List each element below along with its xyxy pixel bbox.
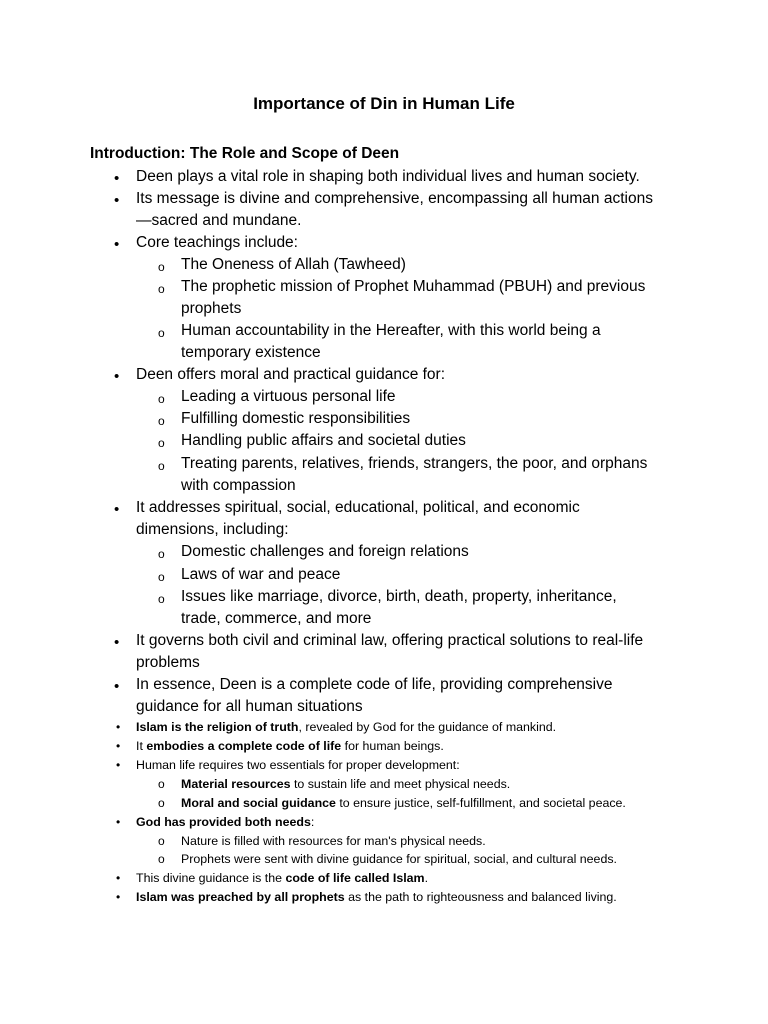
bullet-icon: •	[116, 890, 121, 904]
list-item	[136, 739, 444, 753]
bullet-icon: •	[116, 720, 121, 734]
intro-heading: Introduction: The Role and Scope of Deen	[90, 145, 400, 162]
bullet-icon: •	[114, 192, 120, 209]
sub-bullet-icon: o	[158, 547, 165, 561]
text-run: This divine guidance is the	[136, 871, 286, 885]
list-item-continuation: guidance for all human situations	[136, 698, 363, 715]
sub-bullet-icon: o	[158, 436, 165, 450]
list-item-continuation: problems	[136, 654, 200, 671]
sub-bullet-icon: o	[158, 459, 165, 473]
sub-bullet-icon: o	[158, 852, 165, 866]
sub-list-item-continuation: prophets	[181, 300, 242, 317]
sub-list-item	[181, 777, 510, 791]
bold-phrase: Moral and social guidance	[181, 796, 336, 810]
sub-bullet-icon: o	[158, 570, 165, 584]
sub-list-item	[181, 796, 626, 810]
sub-bullet-icon: o	[158, 326, 165, 340]
bullet-icon: •	[114, 368, 120, 385]
text-run: , revealed by God for the guidance of mankind.	[298, 720, 557, 734]
sub-list-item-continuation: with compassion	[181, 477, 296, 494]
bold-phrase: embodies a complete code of life	[146, 739, 342, 753]
bold-phrase: Material resources	[181, 777, 291, 791]
sub-bullet-icon: o	[158, 414, 165, 428]
list-item-continuation: —sacred and mundane.	[136, 212, 302, 229]
list-item: In essence, Deen is a complete code of life, providing comprehensive	[136, 676, 613, 693]
list-item	[136, 720, 556, 734]
bullet-icon: •	[114, 170, 120, 187]
bold-phrase: God has provided both needs	[136, 815, 311, 829]
bullet-icon: •	[114, 236, 120, 253]
list-item: Core teachings include:	[136, 234, 298, 251]
sub-bullet-icon: o	[158, 834, 165, 848]
sub-list-item: Treating parents, relatives, friends, strangers, the poor, and orphans	[181, 455, 648, 472]
sub-list-item-continuation: trade, commerce, and more	[181, 610, 372, 627]
bullet-icon: •	[114, 634, 120, 651]
sub-bullet-icon: o	[158, 260, 165, 274]
sub-bullet-icon: o	[158, 392, 165, 406]
bold-phrase: code of life called Islam	[285, 871, 425, 885]
list-item: It governs both civil and criminal law, offering practical solutions to real-life	[136, 632, 644, 649]
sub-list-item-continuation: temporary existence	[181, 344, 321, 361]
sub-list-item: Handling public affairs and societal duties	[181, 432, 466, 449]
sub-list-item: Nature is filled with resources for man's physical needs.	[181, 834, 486, 848]
document-title: Importance of Din in Human Life	[253, 94, 515, 113]
bold-phrase: Islam is the religion of truth	[136, 720, 299, 734]
list-item	[136, 871, 428, 885]
text-run: to sustain life and meet physical needs.	[290, 777, 511, 791]
sub-list-item: Laws of war and peace	[181, 566, 341, 583]
sub-list-item: Leading a virtuous personal life	[181, 388, 396, 405]
list-item	[136, 815, 314, 829]
sub-list-item: Human accountability in the Hereafter, with this world being a	[181, 322, 601, 339]
bold-phrase: Islam was preached by all prophets	[136, 890, 345, 904]
list-item: It addresses spiritual, social, educational, political, and economic	[136, 499, 580, 516]
sub-list-item: Issues like marriage, divorce, birth, death, property, inheritance,	[181, 588, 617, 605]
bullet-icon: •	[116, 739, 121, 753]
sub-list-item: The prophetic mission of Prophet Muhammad (PBUH) and previous	[181, 278, 646, 295]
text-run: to ensure justice, self-fulfillment, and societal peace.	[335, 796, 626, 810]
text-run: as the path to righteousness and balanced living.	[344, 890, 617, 904]
text-run: It	[136, 739, 147, 753]
sub-list-item: The Oneness of Allah (Tawheed)	[181, 256, 406, 273]
list-item: Its message is divine and comprehensive, encompassing all human actions	[136, 190, 653, 207]
sub-bullet-icon: o	[158, 592, 165, 606]
list-item-continuation: dimensions, including:	[136, 521, 289, 538]
bullet-icon: •	[116, 871, 121, 885]
bullet-icon: •	[114, 501, 120, 518]
sub-bullet-icon: o	[158, 796, 165, 810]
text-run: .	[424, 871, 429, 885]
sub-list-item: Domestic challenges and foreign relations	[181, 543, 469, 560]
bullet-icon: •	[116, 815, 121, 829]
sub-bullet-icon: o	[158, 282, 165, 296]
bullet-icon: •	[114, 678, 120, 695]
list-item: Deen offers moral and practical guidance for:	[136, 366, 446, 383]
list-item: Deen plays a vital role in shaping both individual lives and human society.	[136, 168, 640, 185]
sub-list-item: Prophets were sent with divine guidance for spiritual, social, and cultural needs.	[181, 852, 617, 866]
text-run: for human beings.	[341, 739, 444, 753]
text-run: :	[310, 815, 315, 829]
list-item	[136, 890, 617, 904]
list-item: Human life requires two essentials for proper development:	[136, 758, 460, 772]
sub-bullet-icon: o	[158, 777, 165, 791]
bullet-icon: •	[116, 758, 121, 772]
sub-list-item: Fulfilling domestic responsibilities	[181, 410, 411, 427]
